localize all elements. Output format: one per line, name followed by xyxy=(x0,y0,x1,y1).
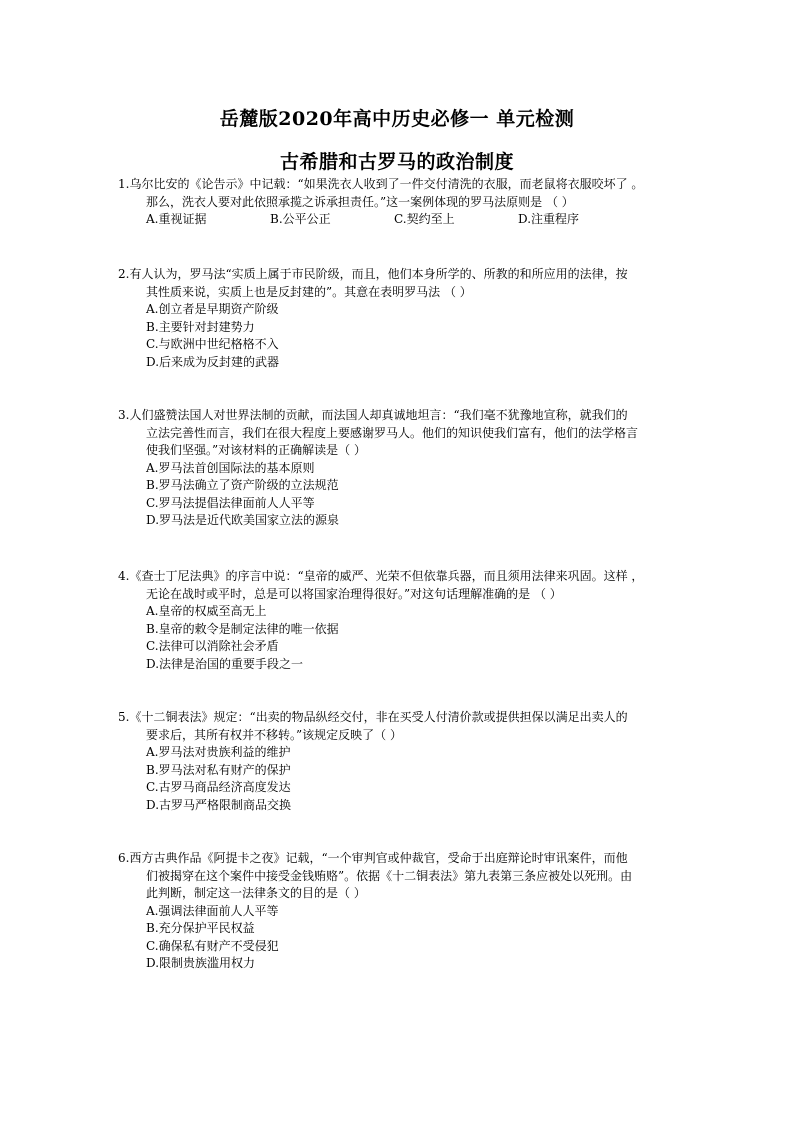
question-4 xyxy=(118,568,698,673)
question-stem-line: 6.西方古典作品《阿提卡之夜》记载，“一个审判官或仲裁官，受命于出庭辩论时审讯案件，而他 xyxy=(118,851,628,865)
option-b: B.主要针对封建势力 xyxy=(146,319,255,334)
option-b: B.公平公正 xyxy=(270,212,331,226)
question-stem-line: 3.人们盛赞法国人对世界法制的贡献，而法国人却真诚地坦言：“我们毫不犹豫地宣称，就我们的 xyxy=(118,408,628,422)
question-stem-line: 1.乌尔比安的《论告示》中记载：“如果洗衣人收到了一件交付清洗的衣服，而老鼠将衣服咬坏了 。 xyxy=(118,177,644,191)
option-a: A.皇帝的权威至高无上 xyxy=(146,604,267,618)
option-b: B.罗马法确立了资产阶级的立法规范 xyxy=(146,478,339,492)
question-stem-line: 无论在战时或平时，总是可以将国家治理得很好。”对这句话理解准确的是 （ ） xyxy=(146,586,562,601)
option-b: B.皇帝的敕令是制定法律的唯一依据 xyxy=(146,621,339,636)
option-row xyxy=(118,211,698,229)
question-stem-line: 要求后，其所有权并不移转。”该规定反映了（ ） xyxy=(146,727,402,742)
question-1 xyxy=(118,176,698,229)
question-stem-line: 2.有人认为，罗马法“实质上属于市民阶级，而且，他们本身所学的、所教的和所应用的法律，按 xyxy=(118,267,628,281)
option-c: C.法律可以消除社会矛盾 xyxy=(146,639,279,653)
option-c: C.古罗马商品经济高度发达 xyxy=(146,780,291,794)
option-a: A.创立者是早期资产阶级 xyxy=(146,302,279,316)
question-stem-line: 们被揭穿在这个案件中接受金钱贿赂”。依据《十二铜表法》第九表第三条应被处以死刑。由 xyxy=(146,868,633,883)
option-d: D.限制贵族滥用权力 xyxy=(146,956,256,970)
option-a: A.强调法律面前人人平等 xyxy=(146,903,279,918)
question-stem-line: 使我们坚强。”对该材料的正确解读是（ ） xyxy=(146,443,366,457)
option-a: A.罗马法对贵族利益的维护 xyxy=(146,745,291,759)
question-stem-line: 那么，洗衣人要对此依照承揽之诉承担责任。”这一案例体现的罗马法原则是 （ ） xyxy=(146,194,574,209)
option-a: A.罗马法首创国际法的基本原则 xyxy=(146,460,315,475)
option-d: D.罗马法是近代欧美国家立法的源泉 xyxy=(146,513,340,527)
option-c: C.契约至上 xyxy=(394,212,455,226)
option-c: C.与欧洲中世纪格格不入 xyxy=(146,337,279,351)
question-stem-line: 4.《查士丁尼法典》的序言中说：“皇帝的威严、光荣不但依靠兵器，而且须用法律来巩固。这样 ， xyxy=(118,569,644,583)
question-stem-line: 5.《十二铜表法》规定：“出卖的物品纵经交付，非在买受人付清价款或提供担保以满足出卖人的 xyxy=(118,710,628,724)
option-b: B.罗马法对私有财产的保护 xyxy=(146,762,291,777)
question-5 xyxy=(118,709,698,814)
question-6 xyxy=(118,850,698,973)
question-stem-line: 此判断，制定这一法律条文的目的是（ ） xyxy=(146,886,366,900)
option-c: C.确保私有财产不受侵犯 xyxy=(146,938,279,953)
option-a: A.重视证据 xyxy=(146,212,207,226)
option-d: D.注重程序 xyxy=(518,212,580,226)
option-b: B.充分保护平民权益 xyxy=(146,921,255,935)
question-stem-line: 其性质来说，实质上也是反封建的”。其意在表明罗马法 （ ） xyxy=(146,284,472,299)
option-d: D.后来成为反封建的武器 xyxy=(146,354,280,369)
option-d: D.法律是治国的重要手段之一 xyxy=(146,656,304,671)
document-subtitle: 古希腊和古罗马的政治制度 xyxy=(279,151,514,173)
option-d: D.古罗马严格限制商品交换 xyxy=(146,797,292,812)
option-c: C.罗马法提倡法律面前人人平等 xyxy=(146,495,315,510)
document-title: 岳麓版2020年高中历史必修一 单元检测 xyxy=(219,108,575,130)
question-2 xyxy=(118,266,698,371)
question-3 xyxy=(118,407,698,530)
question-stem-line: 立法完善性而言，我们在很大程度上要感谢罗马人。他们的知识使我们富有，他们的法学格言 xyxy=(146,425,639,440)
